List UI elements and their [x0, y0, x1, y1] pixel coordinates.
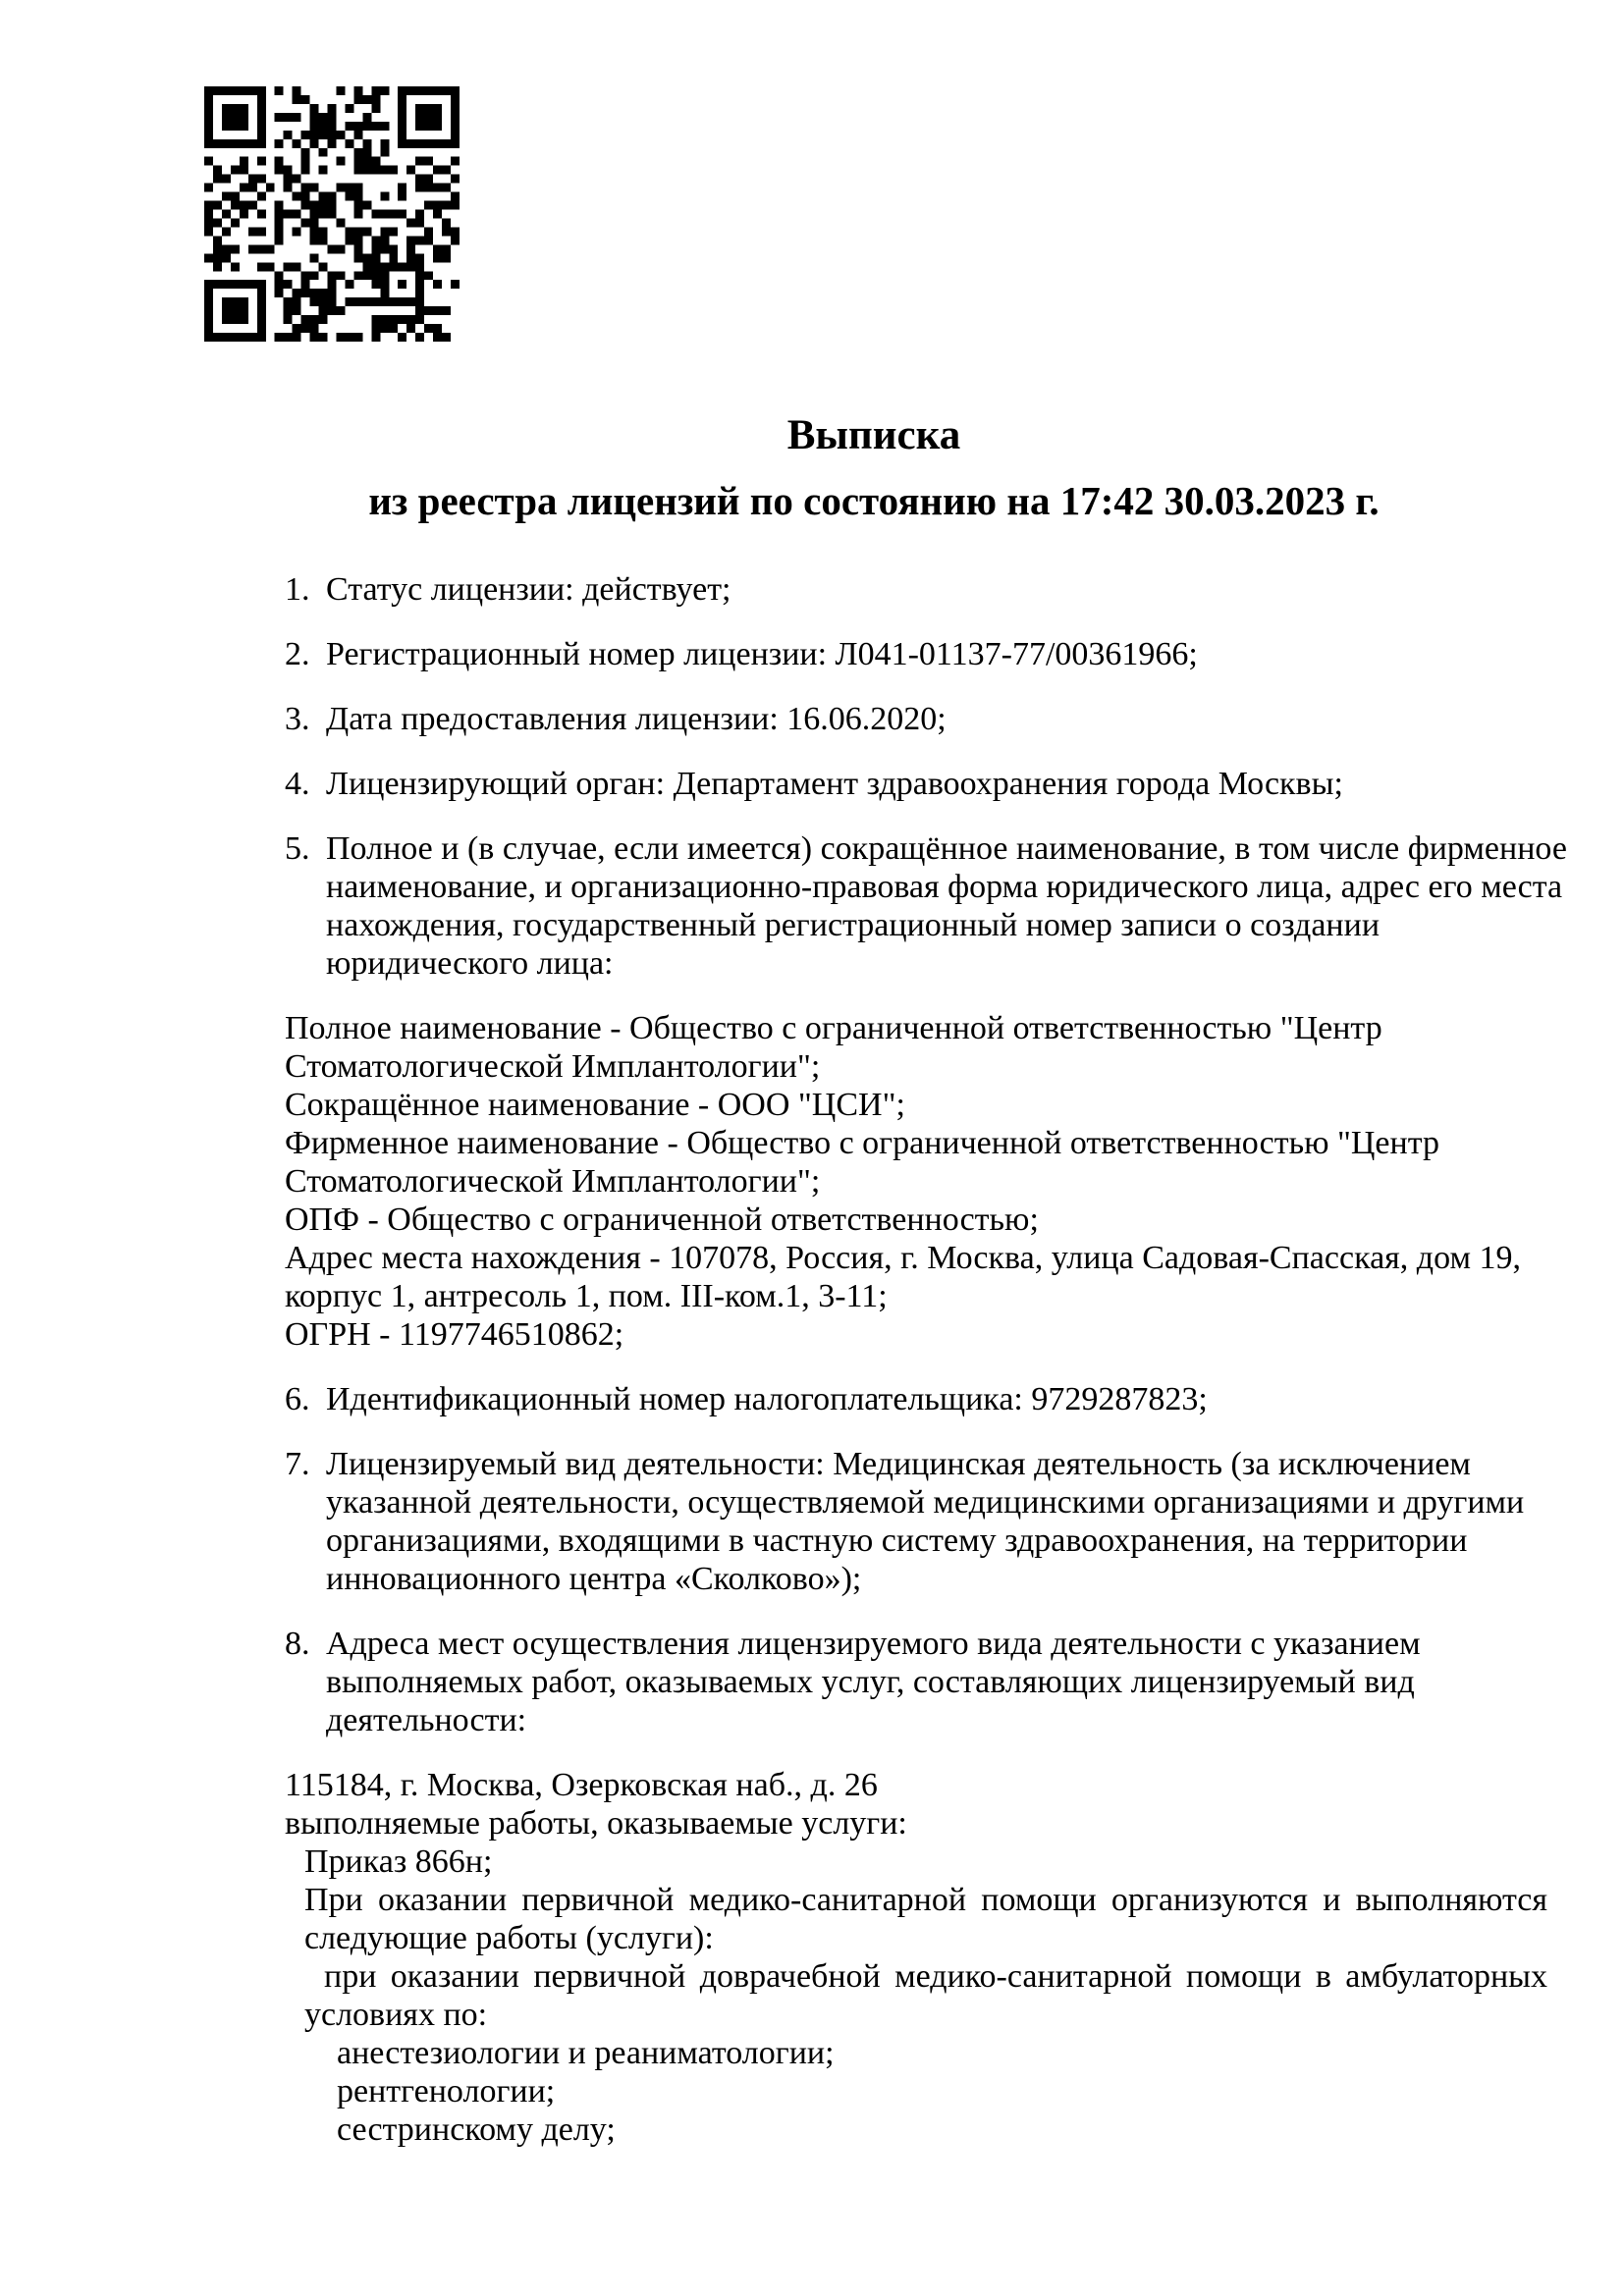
text-line: рентгенологии; [337, 2073, 556, 2109]
activities-block [285, 1766, 1547, 2149]
item-number: 5. [285, 830, 310, 867]
text-line: корпус 1, антресоль 1, пом. III-ком.1, 3-11; [285, 1278, 888, 1314]
numbered-item-4 [285, 765, 1547, 803]
text-line: при оказании первичной доврачебной медико-санитарной помощи в амбулаторных [324, 1958, 1547, 1995]
document-heading [285, 412, 1463, 523]
text-line: Статус лицензии: действует; [326, 571, 731, 608]
text-line: указанной деятельности, осуществляемой медицинскими организациями и другими [326, 1484, 1525, 1521]
text-line: выполняемые работы, оказываемые услуги: [285, 1805, 907, 1842]
text-line: наименование, и организационно-правовая форма юридического лица, адрес его места [326, 869, 1563, 905]
org-details-block [285, 1009, 1547, 1354]
text-line: следующие работы (услуги): [304, 1920, 714, 1956]
item-number: 2. [285, 636, 310, 672]
text-line: нахождения, государственный регистрационный номер записи о создании [326, 907, 1380, 943]
numbered-item-6 [285, 1380, 1547, 1418]
numbered-item-3 [285, 700, 1547, 738]
text-line: При оказании первичной медико-санитарной помощи организуются и выполняются [304, 1882, 1547, 1918]
text-line: Адреса мест осуществления лицензируемого вида деятельности с указанием [326, 1626, 1421, 1662]
text-line: деятельности: [326, 1702, 527, 1738]
text-line: условиях по: [304, 1997, 488, 2033]
text-line: Полное и (в случае, если имеется) сокращённое наименование, в том числе фирменное [326, 830, 1567, 867]
text-line: ОГРН - 1197746510862; [285, 1316, 624, 1353]
text-line: Приказ 866н; [304, 1843, 493, 1880]
text-line: Лицензируемый вид деятельности: Медицинская деятельность (за исключением [326, 1446, 1471, 1482]
text-line: Полное наименование - Общество с ограниченной ответственностью "Центр [285, 1010, 1382, 1046]
text-line: 115184, г. Москва, Озерковская наб., д. 26 [285, 1767, 878, 1803]
text-line: Идентификационный номер налогоплательщика: 9729287823; [326, 1381, 1208, 1417]
text-line: Стоматологической Имплантологии"; [285, 1048, 821, 1085]
text-line: Лицензирующий орган: Департамент здравоохранения города Москвы; [326, 766, 1343, 802]
qr-code [204, 86, 460, 342]
text-line: Дата предоставления лицензии: 16.06.2020; [326, 701, 947, 737]
text-line: сестринскому делу; [337, 2111, 616, 2148]
text-line: Стоматологической Имплантологии"; [285, 1163, 821, 1200]
item-number: 3. [285, 701, 310, 737]
document-title: Выписка [786, 412, 961, 458]
text-line: Регистрационный номер лицензии: Л041-01137-77/00361966; [326, 636, 1198, 672]
text-line: анестезиологии и реаниматологии; [337, 2035, 835, 2071]
text-line: ОПФ - Общество с ограниченной ответственностью; [285, 1201, 1039, 1238]
item-number: 4. [285, 766, 310, 802]
item-number: 7. [285, 1446, 310, 1482]
text-line: Адрес места нахождения - 107078, Россия, г. Москва, улица Садовая-Спасская, дом 19, [285, 1240, 1521, 1276]
text-line: организациями, входящими в частную систему здравоохранения, на территории [326, 1522, 1468, 1559]
text-line: выполняемых работ, оказываемых услуг, составляющих лицензируемый вид [326, 1664, 1415, 1700]
numbered-item-2 [285, 635, 1547, 673]
text-line: Сокращённое наименование - ООО "ЦСИ"; [285, 1087, 905, 1123]
text-line: Фирменное наименование - Общество с ограниченной ответственностью "Центр [285, 1125, 1439, 1161]
numbered-item-8 [285, 1625, 1547, 1739]
numbered-item-5 [285, 829, 1567, 983]
item-number: 1. [285, 571, 310, 608]
numbered-item-7 [285, 1445, 1547, 1598]
numbered-item-1 [285, 570, 1547, 609]
document-body [285, 570, 1567, 2149]
document-subtitle: из реестра лицензий по состоянию на 17:42 30.03.2023 г. [368, 478, 1380, 523]
text-line: юридического лица: [326, 945, 614, 982]
item-number: 6. [285, 1381, 310, 1417]
item-number: 8. [285, 1626, 310, 1662]
text-line: инновационного центра «Сколково»); [326, 1561, 862, 1597]
